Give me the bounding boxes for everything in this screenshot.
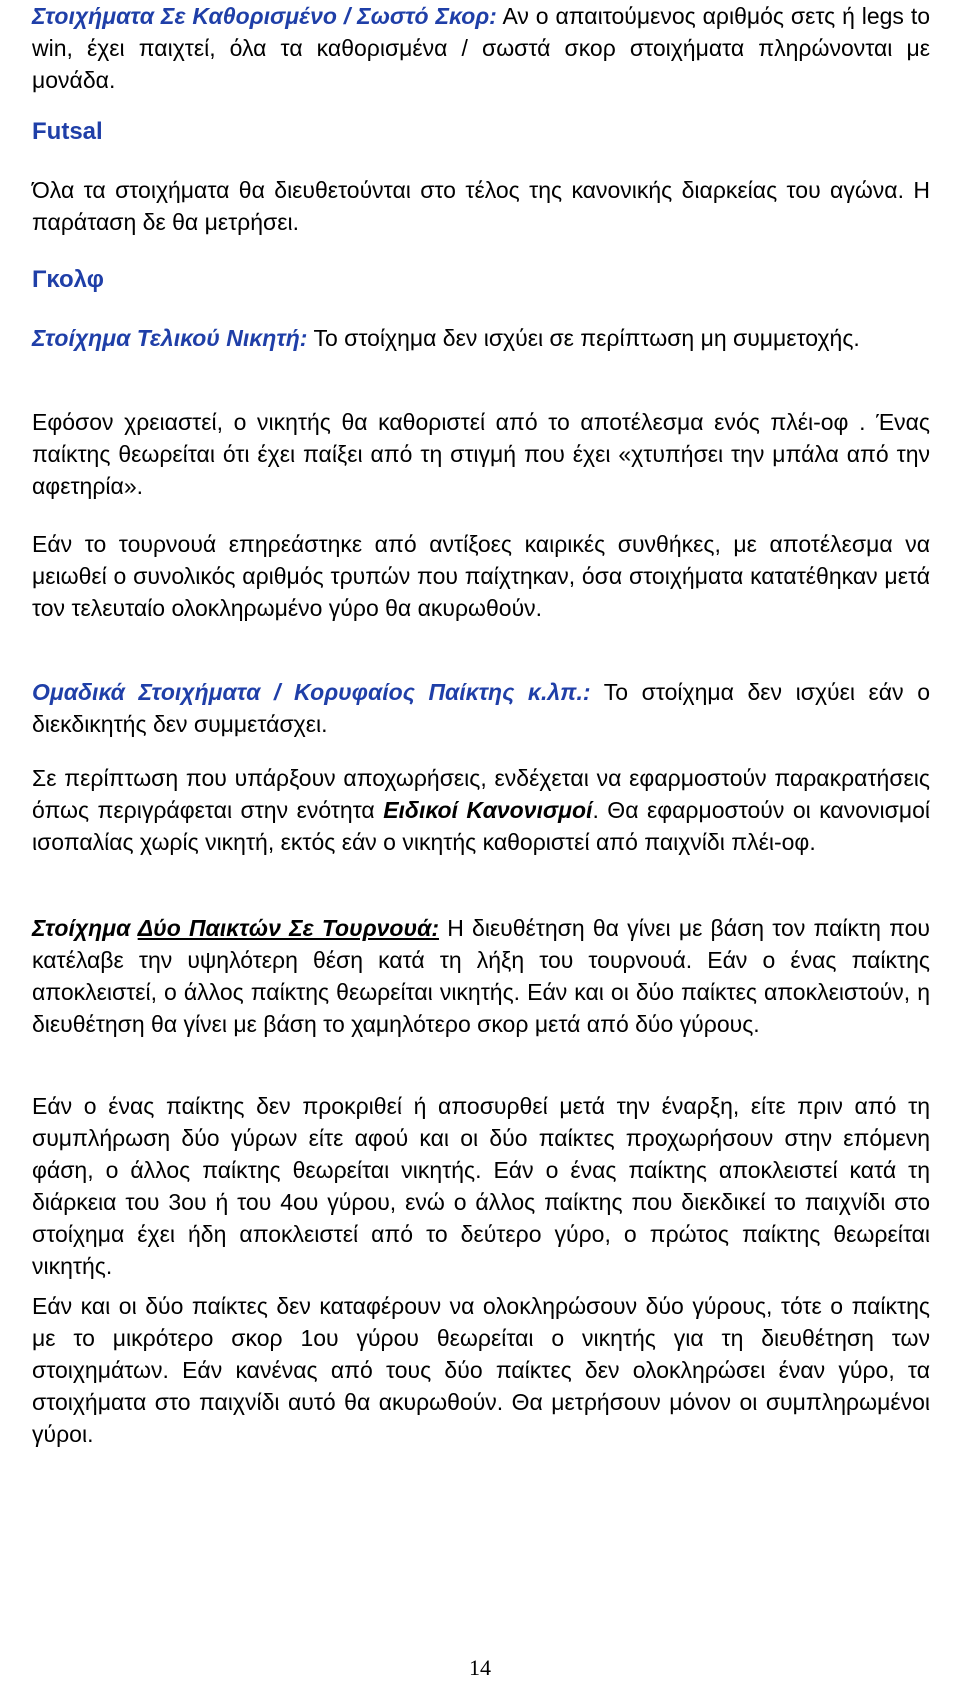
withdrawals-paragraph: [32, 762, 930, 858]
two-player-lead-a: Στοίχημα: [32, 915, 138, 941]
two-player-text: Η διευθέτηση θα γίνει με βάση τον παίκτη που κατέλαβε την υψηλότερη θέση κατά τη λήξη του τουρνουά. Εάν ο ένας παίκτης αποκλειστεί, ο άλλος παίκτης θεωρείται νικητής. Εάν και οι δύο παίκτες αποκλειστούν, η διευθέτηση θα γίνει με βάση το χαμηλότερο σκορ μετά από δύο γύρους.: [32, 915, 930, 1037]
weather-paragraph: Εάν το τουρνουά επηρεάστηκε από αντίξοες καιρικές συνθήκες, με αποτέλεσμα να μειωθεί ο συνολικός αριθμός τρυπών που παίχτηκαν, όσα στοιχήματα κατατέθηκαν μετά τον τελευταίο ολοκληρωμένο γύρο θα ακυρωθούν.: [32, 531, 930, 621]
two-player-paragraph: [32, 912, 930, 1040]
group-bets-text: Το στοίχημα δεν ισχύει εάν ο διεκδικητής δεν συμμετάσχει.: [32, 679, 930, 737]
final-winner-lead: Στοίχημα Τελικού Νικητή:: [32, 325, 308, 351]
final-winner-paragraph: [32, 322, 930, 354]
withdrawals-text-after: . Θα εφαρμοστούν οι κανονισμοί ισοπαλίας χωρίς νικητή, εκτός εάν ο νικητής καθοριστεί από παιχνίδι πλέι-οφ.: [32, 797, 930, 855]
group-bets-paragraph: [32, 676, 930, 740]
special-rules-reference: Ειδικοί Κανονισμοί: [383, 797, 593, 823]
correct-score-paragraph: [32, 0, 930, 96]
rounds-paragraph: Εάν και οι δύο παίκτες δεν καταφέρουν να ολοκληρώσουν δύο γύρους, τότε ο παίκτης με το μικρότερο σκορ 1ου γύρου θεωρείται ο νικητής για τη διευθέτηση των στοιχημάτων. Εάν κανένας από τους δύο παίκτες δεν ολοκληρώσει έναν γύρο, τα στοιχήματα στο παιχνίδι αυτό θα ακυρωθούν. Θα μετρήσουν μόνον οι συμπληρωμένοι γύροι.: [32, 1293, 930, 1447]
page-number: 14: [469, 1655, 491, 1680]
correct-score-lead: Στοιχήματα Σε Καθορισμένο / Σωστό Σκορ:: [32, 3, 497, 29]
playoff-paragraph: Εφόσον χρειαστεί, ο νικητής θα καθοριστεί από το αποτέλεσμα ενός πλέι-οφ . Ένας παίκτης θεωρείται ότι έχει παίξει από τη στιγμή που έχει «χτυπήσει την μπάλα από την αφετηρία».: [32, 409, 930, 499]
futsal-heading: Futsal: [32, 118, 103, 145]
correct-score-text: Αν ο απαιτούμενος αριθμός σετς ή legs to win, έχει παιχτεί, όλα τα καθορισμένα / σωστά σκορ στοιχήματα πληρώνονται με μονάδα.: [32, 3, 931, 93]
futsal-paragraph: Όλα τα στοιχήματα θα διευθετούνται στο τέλος της κανονικής διαρκείας του αγώνα. Η παράταση δε θα μετρήσει.: [32, 177, 930, 235]
golf-heading: Γκολφ: [32, 266, 104, 293]
no-show-paragraph: Εάν ο ένας παίκτης δεν προκριθεί ή αποσυρθεί μετά την έναρξη, είτε πριν από τη συμπλήρωση δύο γύρων είτε αφού και οι δύο παίκτες προχωρήσουν στην επόμενη φάση, ο άλλος παίκτης θεωρείται νικητής. Εάν ο ένας παίκτης αποκλειστεί κατά τη διάρκεια του 3ου ή του 4ου γύρου, ενώ ο άλλος παίκτης που διεκδικεί το παιχνίδι στο στοίχημα έχει ήδη αποκλειστεί από το δεύτερο γύρο, ο πρώτος παίκτης θεωρείται νικητής.: [32, 1093, 930, 1279]
withdrawals-text-before: Σε περίπτωση που υπάρξουν αποχωρήσεις, ενδέχεται να εφαρμοστούν παρακρατήσεις όπως περιγράφεται στην ενότητα: [32, 765, 930, 823]
group-bets-lead: Ομαδικά Στοιχήματα / Κορυφαίος Παίκτης κ.λπ.:: [32, 679, 591, 705]
final-winner-text: Το στοίχημα δεν ισχύει σε περίπτωση μη συμμετοχής.: [307, 325, 860, 351]
two-player-lead-b: Δύο Παικτών Σε Τουρνουά:: [137, 915, 439, 941]
